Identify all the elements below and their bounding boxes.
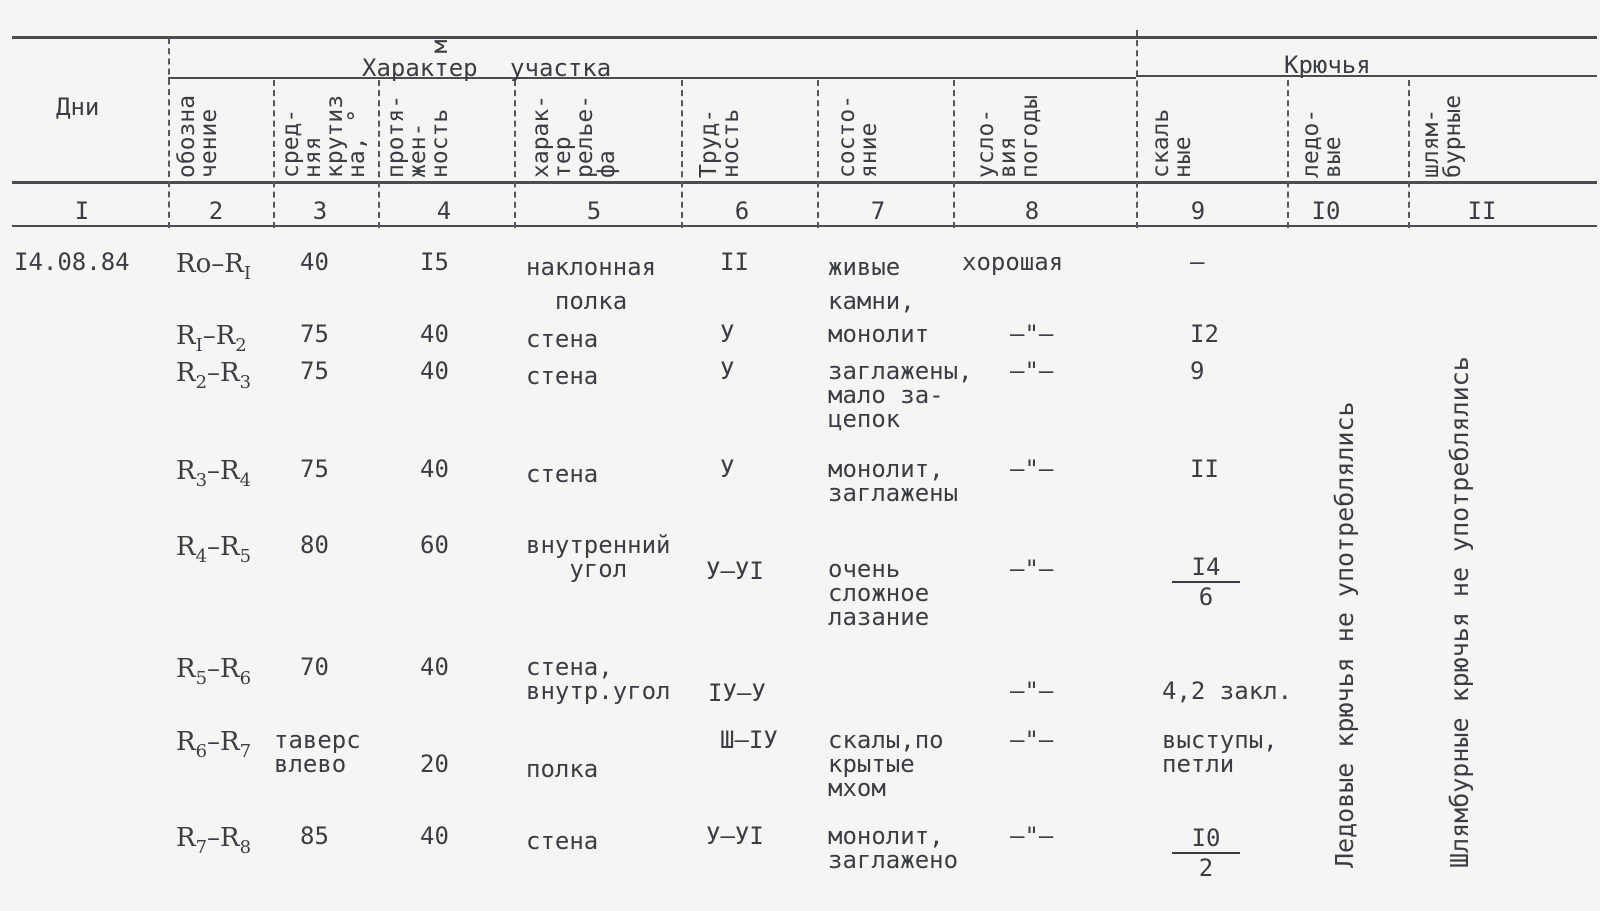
row-state: заглажены, мало за- цепок: [828, 357, 973, 433]
row-weather: –"–: [1010, 555, 1054, 583]
row-difficulty: У–УI: [706, 822, 764, 850]
segment-label: $R_5-R_6$: [176, 654, 252, 689]
segment-label: $R_3-R_4$: [176, 456, 252, 491]
column-number: 9: [1190, 197, 1206, 225]
header-sub-rule-left: [168, 77, 1136, 79]
row-rock-hooks: выступы, петли: [1162, 726, 1278, 778]
segment-label: $Ro-R_I$: [176, 249, 251, 284]
segment-end: 8: [239, 837, 252, 858]
row-length: 40: [420, 320, 449, 348]
row-relief: наклонная полка: [526, 253, 657, 315]
column-header-label: шлям- бурные: [1418, 94, 1466, 178]
row-day: I4.08.84: [14, 248, 130, 276]
col-divider: [1408, 80, 1410, 228]
col-divider: [1287, 80, 1289, 228]
col-divider: [168, 38, 170, 228]
col-divider: [681, 80, 683, 228]
segment-label: $R_6-R_7$: [176, 727, 252, 762]
row-relief: стена: [526, 827, 599, 855]
column-number: 5: [586, 197, 602, 225]
row-difficulty: IУ–У: [708, 679, 766, 707]
rock-hooks-fraction: [1172, 553, 1240, 611]
row-relief: стена: [526, 460, 599, 488]
segment-end: 2: [235, 335, 247, 356]
row-state: скалы,по крытые мхом: [828, 726, 944, 802]
segment-start: 5: [195, 668, 208, 689]
column-number: 3: [312, 197, 328, 225]
row-relief: стена: [526, 325, 599, 353]
segment-end: 6: [239, 668, 252, 689]
header-section-character: Характер участка: [362, 54, 612, 82]
column-header-label: протя- жен- ность м: [383, 39, 453, 178]
rock-hooks-numerator: I4: [1172, 553, 1240, 583]
col-divider: [514, 80, 516, 228]
column-number: I0: [1311, 197, 1341, 225]
row-difficulty: У: [720, 455, 735, 483]
col-divider: [817, 80, 819, 228]
row-length: 40: [420, 357, 449, 385]
segment-end: I: [243, 263, 251, 284]
header-days: Дни: [56, 93, 100, 121]
segment-label: $R_4-R_5$: [176, 532, 252, 567]
column-header-label: сред- няя крутиз на, °: [278, 94, 370, 178]
rock-hooks-denominator: 6: [1198, 583, 1214, 611]
row-length: 40: [420, 455, 449, 483]
row-weather: –"–: [1010, 677, 1054, 705]
column-header-label: обозна чение: [174, 94, 222, 178]
row-slope: 75: [300, 320, 329, 348]
row-rock-hooks: II: [1190, 455, 1219, 483]
row-slope: 80: [300, 531, 329, 559]
row-slope: таверс влево: [274, 726, 361, 778]
row-state: монолит: [828, 320, 930, 348]
row-difficulty: У–УI: [706, 557, 764, 585]
row-state: монолит, заглажено: [828, 822, 959, 874]
col-divider: [273, 80, 275, 228]
row-weather: –"–: [1010, 357, 1054, 385]
row-rock-hooks: I2: [1190, 320, 1219, 348]
segment-label: $R_I-R_2$: [176, 321, 247, 356]
column-number: 2: [208, 197, 224, 225]
row-state: очень сложное лазание: [828, 555, 930, 631]
row-length: 20: [420, 750, 449, 778]
row-rock-hooks: 9: [1190, 357, 1205, 385]
rock-hooks-denominator: 2: [1198, 854, 1214, 882]
segment-start: 6: [195, 741, 208, 762]
segment-start: 7: [195, 837, 208, 858]
segment-label: $R_2-R_3$: [176, 358, 252, 393]
row-length: 40: [420, 822, 449, 850]
col-divider: [953, 80, 955, 228]
column-number: 4: [436, 197, 452, 225]
segment-end: 5: [239, 546, 252, 567]
row-weather: –"–: [1010, 726, 1054, 754]
column-number: II: [1467, 197, 1497, 225]
segment-label: $R_7-R_8$: [176, 823, 252, 858]
segment-start: 3: [195, 470, 208, 491]
segment-start: I: [195, 335, 203, 356]
row-relief: стена: [526, 362, 599, 390]
column-number: 6: [734, 197, 750, 225]
row-slope: 40: [300, 248, 329, 276]
row-difficulty: II: [720, 248, 749, 276]
row-weather: –"–: [1010, 320, 1054, 348]
ice-hooks-note: Ледовые крючья не употреблялись: [1330, 401, 1359, 868]
col-divider: [1136, 30, 1138, 228]
row-difficulty: У: [720, 357, 735, 385]
column-number: 8: [1024, 197, 1040, 225]
col-divider: [378, 80, 380, 228]
row-difficulty: Ш–IУ: [720, 726, 778, 754]
row-slope: 85: [300, 822, 329, 850]
row-rock-hooks: –: [1190, 248, 1205, 276]
segment-start: 2: [195, 372, 208, 393]
row-state: монолит, заглажены: [828, 455, 959, 507]
row-length: I5: [420, 248, 449, 276]
column-header-label: скаль ные: [1148, 108, 1196, 178]
row-weather: хорошая: [962, 248, 1064, 276]
header-hooks: Крючья: [1284, 51, 1371, 79]
row-relief: стена, внутр.угол: [526, 653, 671, 705]
row-slope: 70: [300, 653, 329, 681]
column-header-label: Труд- ность: [696, 108, 744, 178]
segment-end: 7: [239, 741, 252, 762]
row-relief: полка: [526, 755, 599, 783]
column-header-label: ледо- вые: [1298, 108, 1346, 178]
row-length: 60: [420, 531, 449, 559]
column-header-label: состо- яние: [834, 94, 882, 178]
bolt-hooks-note: Шлямбурные крючья не употреблялись: [1445, 356, 1474, 868]
segment-start: 4: [195, 546, 208, 567]
segment-end: 4: [239, 470, 252, 491]
row-state: живые камни,: [828, 253, 915, 315]
row-length: 40: [420, 653, 449, 681]
column-header-label: харак- тер релье- фа: [528, 94, 620, 178]
column-header-label: усло- вия погоды: [973, 94, 1043, 178]
column-number: I: [74, 197, 90, 225]
row-weather: –"–: [1010, 455, 1054, 483]
row-difficulty: У: [720, 320, 735, 348]
number-row-rule: [12, 225, 1597, 227]
rock-hooks-numerator: I0: [1172, 824, 1240, 854]
segment-end: 3: [239, 372, 252, 393]
row-slope: 75: [300, 357, 329, 385]
row-rock-hooks: 4,2 закл.: [1162, 677, 1293, 705]
column-number: 7: [870, 197, 886, 225]
header-bottom-rule: [12, 181, 1597, 184]
segment-start: Ro: [176, 249, 212, 279]
table-top-rule: [12, 36, 1597, 39]
row-weather: –"–: [1010, 822, 1054, 850]
row-relief: внутренний угол: [526, 531, 671, 583]
rock-hooks-fraction: [1172, 824, 1240, 882]
row-slope: 75: [300, 455, 329, 483]
